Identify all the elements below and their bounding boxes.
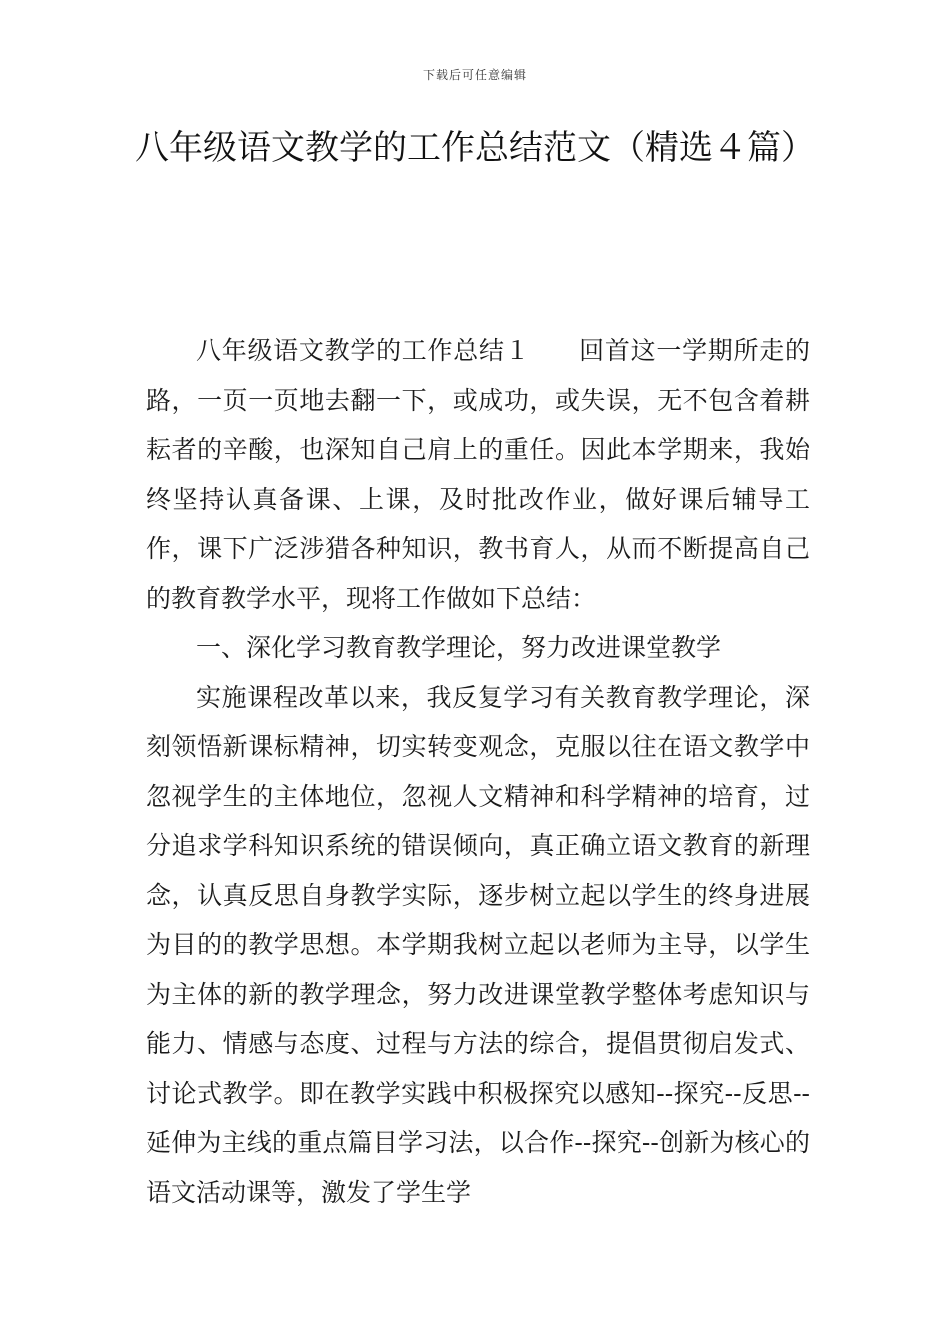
paragraph-text: 回首这一学期所走的路，一页一页地去翻一下，或成功，或失误，无不包含着耕耘者的辛酸，也深知自己肩上的重任。因此本学期来，我始终坚持认真备课、上课，及时批改作业，做好课后辅导工作，课下广泛涉猎各种知识，教书育人，从而不断提高自己的教育教学水平，现将工作做如下总结：	[146, 336, 810, 613]
document-body	[146, 326, 810, 1217]
paragraph-text: 实施课程改革以来，我反复学习有关教育教学理论，深刻领悟新课标精神，切实转变观念，克服以往在语文教学中忽视学生的主体地位，忽视人文精神和科学精神的培育，过分追求学科知识系统的错误倾向，真正确立语文教育的新理念，认真反思自身教学实际，逐步树立起以学生的终身进展为目的的教学思想。本学期我树立起以老师为主导，以学生为主体的新的教学理念，努力改进课堂教学整体考虑知识与能力、情感与态度、过程与方法的综合，提倡贯彻启发式、讨论式教学。即在教学实践中积极探究以感知--探究--反思--延伸为主线的重点篇目学习法，以合作--探究--创新为核心的语文活动课等，激发了学生学	[146, 682, 810, 1207]
document-title: 八年级语文教学的工作总结范文（精选４篇）	[135, 128, 815, 168]
section-heading: 八年级语文教学的工作总结１	[196, 336, 531, 365]
subsection-heading: 一、深化学习教育教学理论，努力改进课堂教学	[196, 633, 722, 662]
header-note: 下载后可任意编辑	[422, 68, 527, 82]
paragraph-intro	[146, 326, 810, 623]
